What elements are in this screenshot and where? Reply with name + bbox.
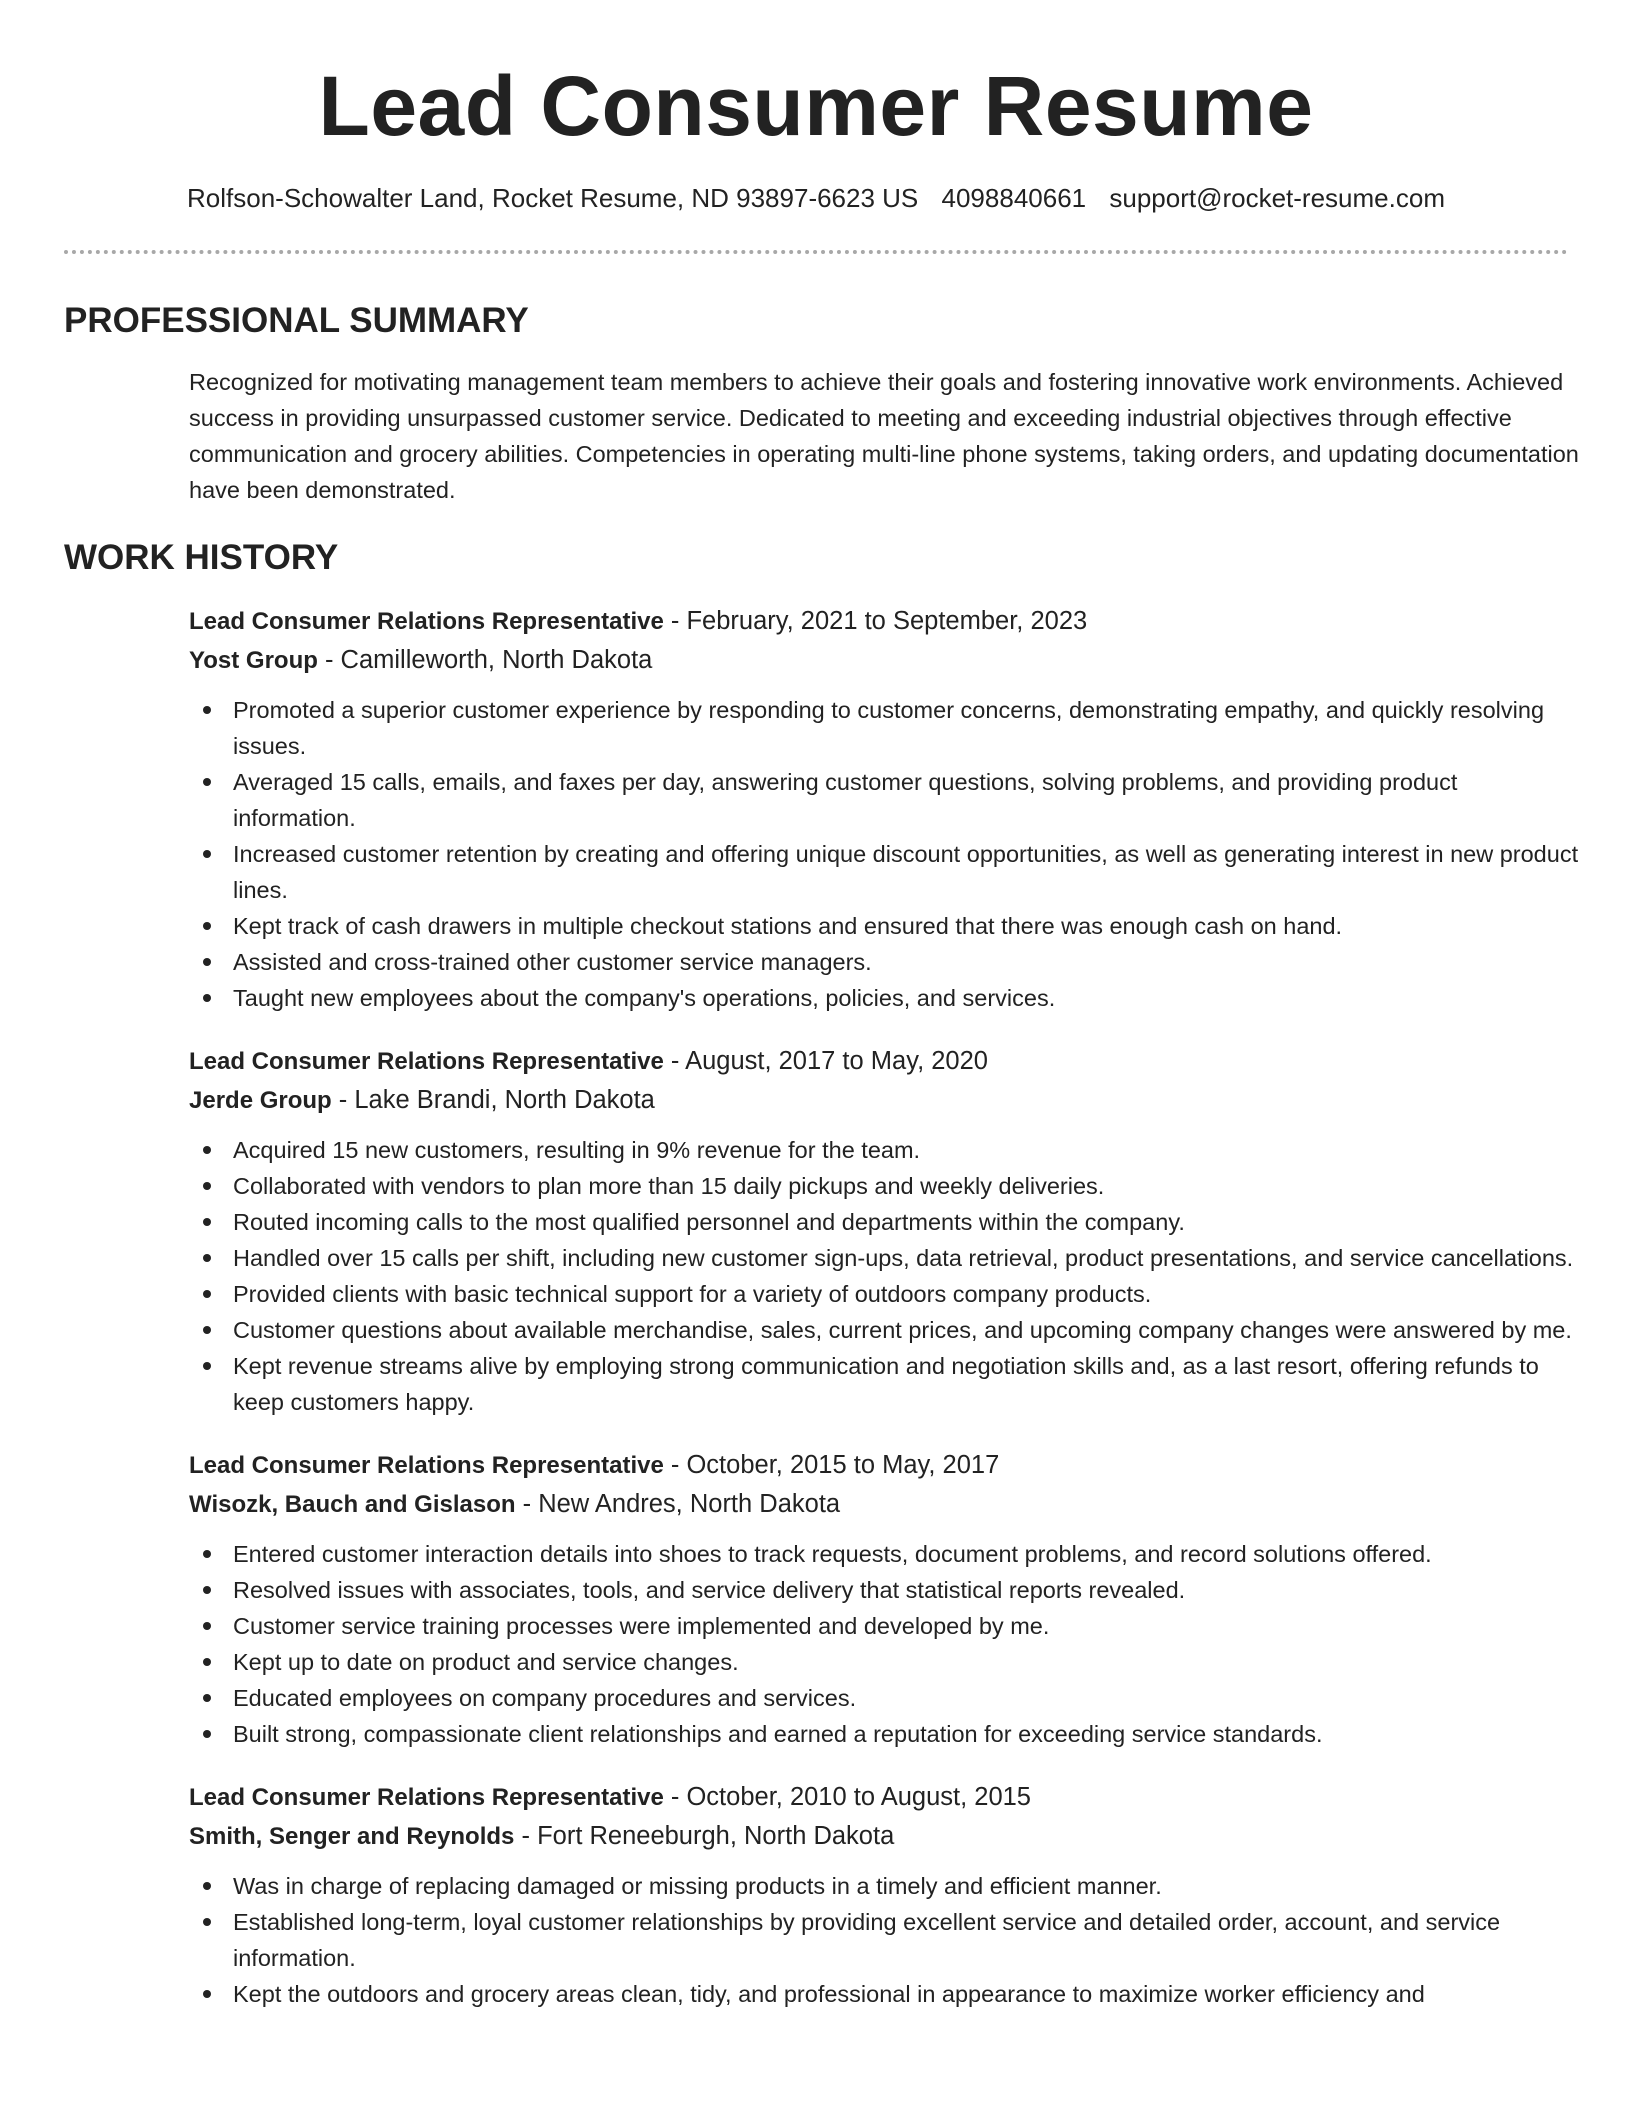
job-bullet: Customer service training processes were implemented and developed by me.	[233, 1608, 1579, 1644]
job-company: Yost Group	[189, 647, 318, 674]
job-title-line	[189, 1042, 1579, 1081]
job-bullet: Built strong, compassionate client relationships and earned a reputation for exceeding service standards.	[233, 1716, 1579, 1752]
job-bullet: Customer questions about available merchandise, sales, current prices, and upcoming company changes were answered by me.	[233, 1312, 1579, 1348]
job-bullet: Educated employees on company procedures and services.	[233, 1680, 1579, 1716]
job-bullet: Entered customer interaction details into shoes to track requests, document problems, and record solutions offered.	[233, 1536, 1579, 1572]
job-bullet: Promoted a superior customer experience by responding to customer concerns, demonstrating empathy, and quickly resolving issues.	[233, 692, 1579, 764]
job-bullet: Collaborated with vendors to plan more than 15 daily pickups and weekly deliveries.	[233, 1168, 1579, 1204]
job-location: - Lake Brandi, North Dakota	[331, 1086, 655, 1114]
job-bullet: Established long-term, loyal customer relationships by providing excellent service and detailed order, account, and service information.	[233, 1904, 1579, 1976]
job-bullet: Kept revenue streams alive by employing strong communication and negotiation skills and, as a last resort, offering refunds to keep customers happy.	[233, 1348, 1579, 1420]
job-title: Lead Consumer Relations Representative	[189, 1452, 664, 1479]
job-dates: - October, 2015 to May, 2017	[663, 1451, 1000, 1479]
contact-email: support@rocket-resume.com	[1109, 183, 1445, 213]
job-bullet: Provided clients with basic technical support for a variety of outdoors company products.	[233, 1276, 1579, 1312]
job-bullet: Kept the outdoors and grocery areas clean, tidy, and professional in appearance to maximize worker efficiency and	[233, 1976, 1579, 2012]
job-company-line	[189, 641, 1579, 680]
contact-phone: 4098840661	[941, 183, 1087, 213]
job-dates: - October, 2010 to August, 2015	[663, 1783, 1031, 1811]
job-bullet: Taught new employees about the company's operations, policies, and services.	[233, 980, 1579, 1016]
job-entry	[189, 1446, 1579, 1752]
job-title: Lead Consumer Relations Representative	[189, 608, 664, 635]
resume-title: Lead Consumer Resume	[318, 59, 1314, 153]
job-location: - Fort Reneeburgh, North Dakota	[514, 1822, 895, 1850]
job-bullet: Kept up to date on product and service changes.	[233, 1644, 1579, 1680]
contact-line	[0, 180, 1632, 216]
job-location: - Camilleworth, North Dakota	[317, 646, 653, 674]
job-bullet: Kept track of cash drawers in multiple checkout stations and ensured that there was enough cash on hand.	[233, 908, 1579, 944]
job-bullets	[189, 1132, 1579, 1420]
job-title: Lead Consumer Relations Representative	[189, 1048, 664, 1075]
job-dates: - February, 2021 to September, 2023	[663, 607, 1088, 635]
work-history-list	[189, 602, 1579, 2038]
header-divider	[64, 250, 1568, 254]
summary-heading: PROFESSIONAL SUMMARY	[64, 301, 529, 340]
job-company: Wisozk, Bauch and Gislason	[189, 1491, 516, 1518]
job-title-line	[189, 1778, 1579, 1817]
job-company: Smith, Senger and Reynolds	[189, 1823, 515, 1850]
job-bullets	[189, 1868, 1579, 2012]
job-company-line	[189, 1485, 1579, 1524]
job-bullet: Increased customer retention by creating and offering unique discount opportunities, as well as generating interest in new product lines.	[233, 836, 1579, 908]
job-company-line	[189, 1081, 1579, 1120]
job-bullets	[189, 692, 1579, 1016]
job-company: Jerde Group	[189, 1087, 332, 1114]
job-title: Lead Consumer Relations Representative	[189, 1784, 664, 1811]
job-bullets	[189, 1536, 1579, 1752]
job-bullet: Was in charge of replacing damaged or missing products in a timely and efficient manner.	[233, 1868, 1579, 1904]
summary-text: Recognized for motivating management team members to achieve their goals and fostering innovative work environments. Achieved success in providing unsurpassed customer service. Dedicated to meeting and exceeding industrial objectives through effective communication and grocery abilities. Competencies in operating multi-line phone systems, taking orders, and updating documentation have been demonstrated.	[189, 369, 1579, 503]
job-location: - New Andres, North Dakota	[515, 1490, 841, 1518]
job-dates: - August, 2017 to May, 2020	[663, 1047, 988, 1075]
job-bullet: Averaged 15 calls, emails, and faxes per day, answering customer questions, solving problems, and providing product information.	[233, 764, 1579, 836]
job-bullet: Acquired 15 new customers, resulting in 9% revenue for the team.	[233, 1132, 1579, 1168]
job-title-line	[189, 602, 1579, 641]
job-bullet: Resolved issues with associates, tools, and service delivery that statistical reports revealed.	[233, 1572, 1579, 1608]
job-title-line	[189, 1446, 1579, 1485]
job-bullet: Assisted and cross-trained other customer service managers.	[233, 944, 1579, 980]
job-bullet: Handled over 15 calls per shift, including new customer sign-ups, data retrieval, product presentations, and service cancellations.	[233, 1240, 1579, 1276]
job-bullet: Routed incoming calls to the most qualified personnel and departments within the company.	[233, 1204, 1579, 1240]
job-entry	[189, 1778, 1579, 2012]
work-history-heading: WORK HISTORY	[64, 538, 339, 577]
job-entry	[189, 602, 1579, 1016]
job-entry	[189, 1042, 1579, 1420]
job-company-line	[189, 1817, 1579, 1856]
contact-address: Rolfson-Schowalter Land, Rocket Resume, ND 93897-6623 US	[187, 183, 919, 213]
